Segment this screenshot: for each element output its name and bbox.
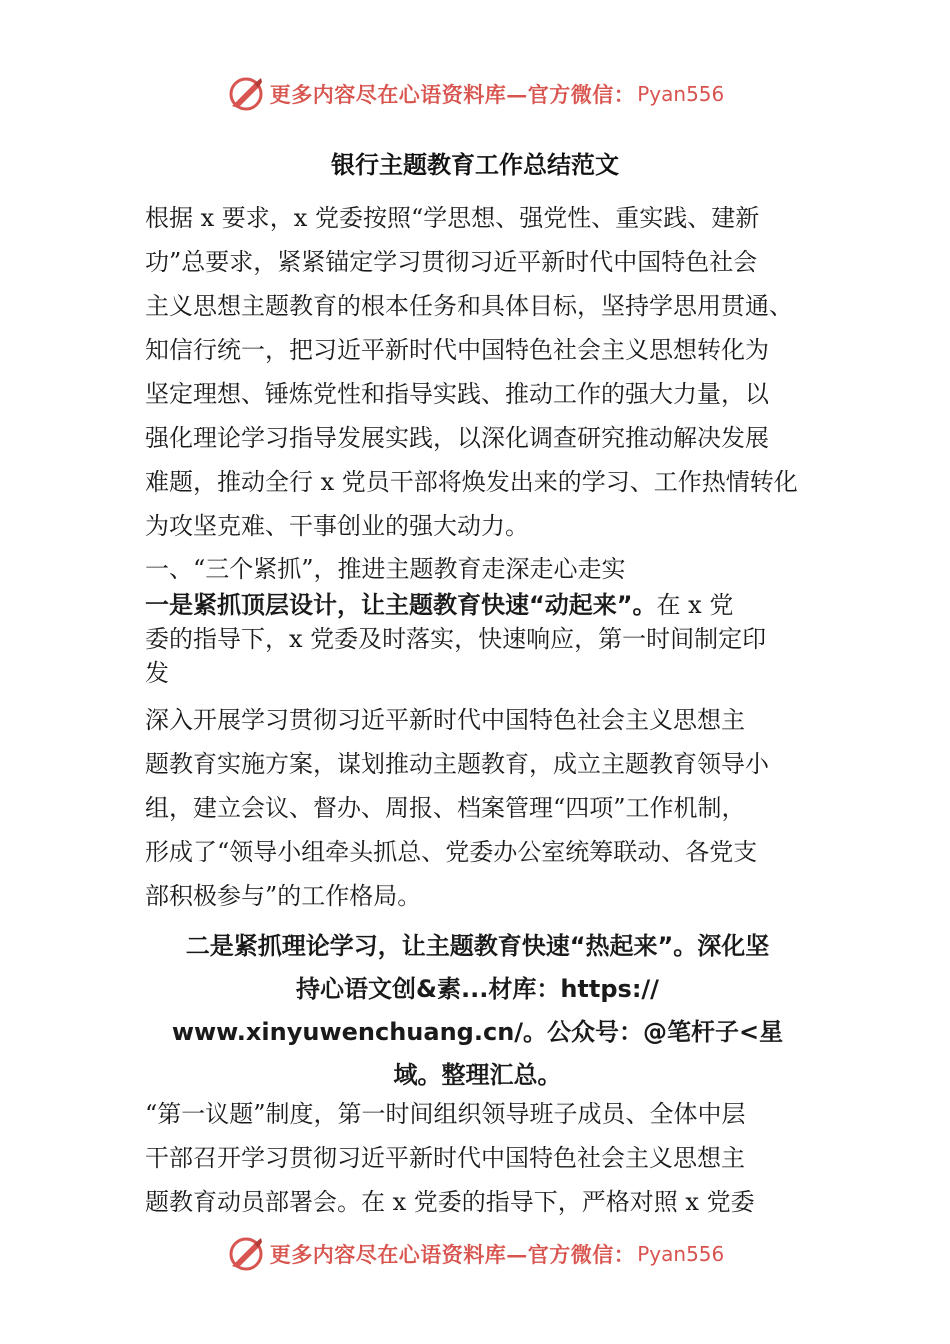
brush-logo-icon (226, 1234, 266, 1274)
banner-wechat-id: Pyan556 (637, 82, 725, 106)
text-line: 坚定理想、锤炼党性和指导实践、推动工作的强大力量，以 (145, 380, 769, 408)
banner-text: 更多内容尽在心语资料库—官方微信： (269, 1242, 636, 1267)
text-line: 组，建立会议、督办、周报、档案管理“四项”工作机制， (145, 794, 746, 822)
paragraph-intro (145, 196, 835, 548)
banner-wechat-id: Pyan556 (637, 1242, 725, 1266)
banner-text: 更多内容尽在心语资料库—官方微信： (269, 82, 636, 107)
header-banner (0, 70, 950, 118)
bold-lead: 一是紧抓顶层设计，让主题教育快速“动起来”。 (145, 591, 657, 619)
text-line: 干部召开学习贯彻习近平新时代中国特色社会主义思想主 (145, 1144, 745, 1172)
footer-banner (0, 1230, 950, 1278)
text-line: 二是紧抓理论学习，让主题教育快速“热起来”。深化坚 (185, 932, 770, 960)
text-line: 为攻坚克难、干事创业的强大动力。 (145, 512, 529, 540)
text-line: www.xinyuwenchuang.cn/。公众号：@笔杆子<星 (171, 1018, 784, 1046)
brush-logo-icon (226, 74, 266, 114)
text-line: 委的指导下，x 党委及时落实，快速响应，第一时间制定印 (145, 625, 767, 653)
paragraph-first-agenda (145, 1092, 835, 1224)
text-line: “第一议题”制度，第一时间组织领导班子成员、全体中层 (145, 1100, 746, 1128)
document-title: 银行主题教育工作总结范文 (331, 151, 619, 179)
text-line: 难题，推动全行 x 党员干部将焕发出来的学习、工作热情转化 (145, 468, 798, 496)
text-line: 根据 x 要求，x 党委按照“学思想、强党性、重实践、建新 (145, 204, 760, 232)
section-heading: 一、“三个紧抓”，推进主题教育走深走心走实 (145, 555, 626, 583)
text-fragment: 在 x 党 (656, 591, 734, 619)
text-line: 域。整理汇总。 (393, 1061, 562, 1089)
text-line: 知信行统一，把习近平新时代中国特色社会主义思想转化为 (145, 336, 769, 364)
text-line: 题教育动员部署会。在 x 党委的指导下，严格对照 x 党委 (145, 1188, 755, 1216)
text-line: 发 (145, 659, 169, 687)
text-line: 主义思想主题教育的根本任务和具体目标，坚持学思用贯通、 (145, 292, 793, 320)
text-line: 形成了“领导小组牵头抓总、党委办公室统筹联动、各党支 (145, 838, 758, 866)
text-line: 持心语文创&素...材库：https:// (296, 975, 659, 1003)
paragraph-theory-study (145, 925, 810, 1097)
paragraph-implementation (145, 698, 835, 918)
text-line: 强化理论学习指导发展实践，以深化调查研究推动解决发展 (145, 424, 769, 452)
text-line: 功”总要求，紧紧锚定学习贯彻习近平新时代中国特色社会 (145, 248, 758, 276)
text-line (145, 588, 835, 622)
text-line: 深入开展学习贯彻习近平新时代中国特色社会主义思想主 (145, 706, 745, 734)
text-line: 部积极参与”的工作格局。 (145, 882, 422, 910)
text-line: 题教育实施方案，谋划推动主题教育，成立主题教育领导小 (145, 750, 769, 778)
paragraph-top-design (145, 588, 835, 690)
